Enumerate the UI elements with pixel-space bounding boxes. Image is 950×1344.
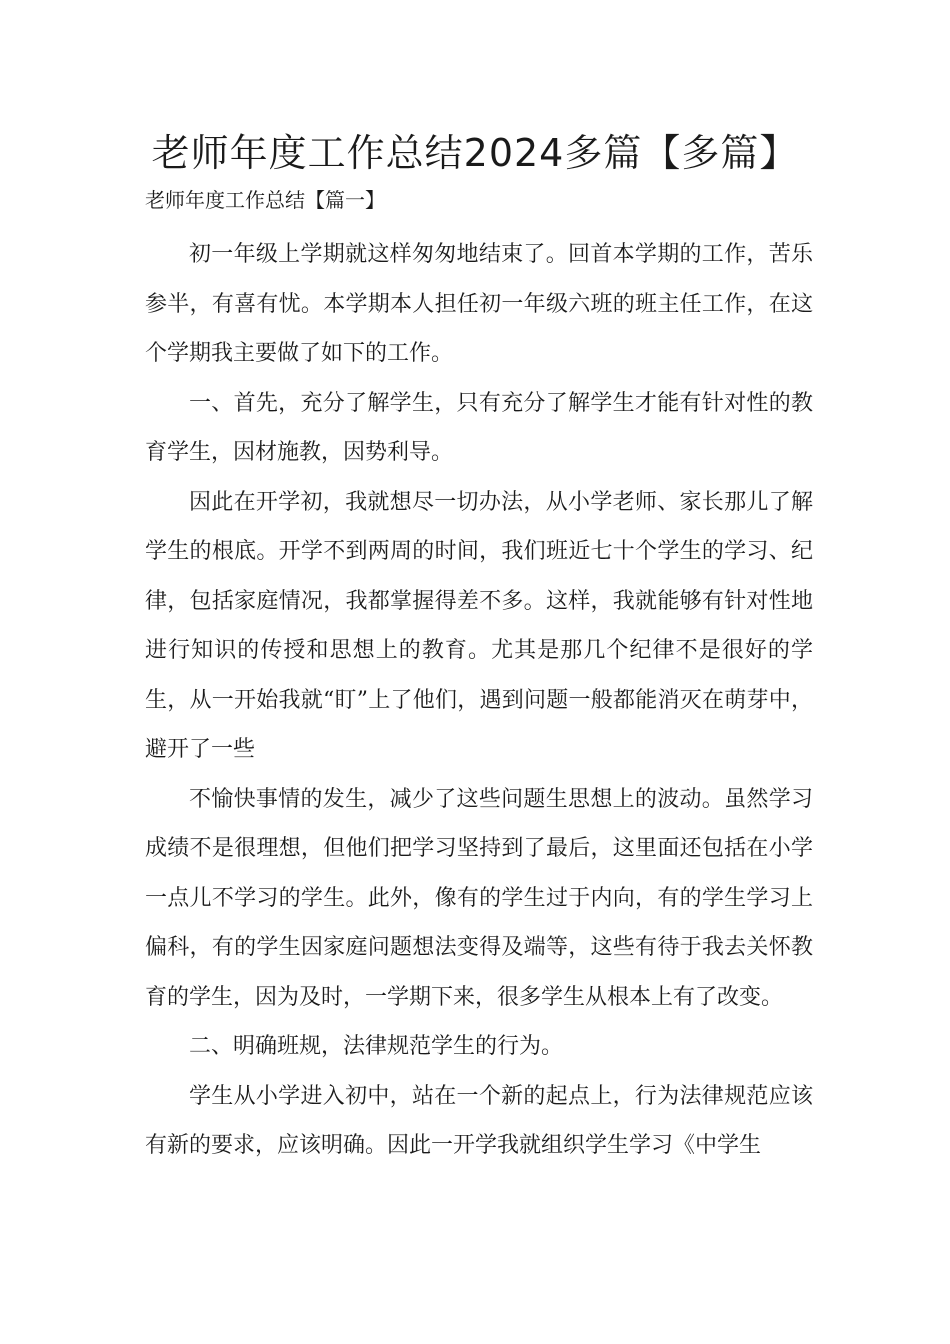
paragraph: 一、首先，充分了解学生，只有充分了解学生才能有针对性的教育学生，因材施教，因势利导。: [145, 390, 813, 465]
paragraph: 初一年级上学期就这样匆匆地结束了。回首本学期的工作，苦乐参半，有喜有忧。本学期本人担任初一年级六班的班主任工作，在这个学期我主要做了如下的工作。: [145, 242, 813, 366]
section-heading: 老师年度工作总结【篇一】: [145, 188, 385, 212]
paragraph: 不愉快事情的发生，减少了这些问题生思想上的波动。虽然学习成绩不是很理想，但他们把学习坚持到了最后，这里面还包括在小学一点儿不学习的学生。此外，像有的学生过于内向，有的学生学习上偏科，有的学生因家庭问题想法变得及端等，这些有待于我去关怀教育的学生，因为及时，一学期下来，很多学生从根本上有了改变。: [145, 786, 813, 1010]
paragraph: 因此在开学初，我就想尽一切办法，从小学老师、家长那儿了解学生的根底。开学不到两周的时间，我们班近七十个学生的学习、纪律，包括家庭情况，我都掌握得差不多。这样，我就能够有针对性地进行知识的传授和思想上的教育。尤其是那几个纪律不是很好的学生，从一开始我就“盯”上了他们，遇到问题一般都能消灭在萌芽中，避开了一些: [145, 489, 813, 762]
document-body: [145, 230, 813, 1171]
paragraph: 二、明确班规，法律规范学生的行为。: [189, 1034, 564, 1059]
document-title: 老师年度工作总结2024多篇【多篇】: [151, 131, 799, 175]
paragraph: 学生从小学进入初中，站在一个新的起点上，行为法律规范应该有新的要求，应该明确。因此一开学我就组织学生学习《中学生: [145, 1083, 813, 1158]
